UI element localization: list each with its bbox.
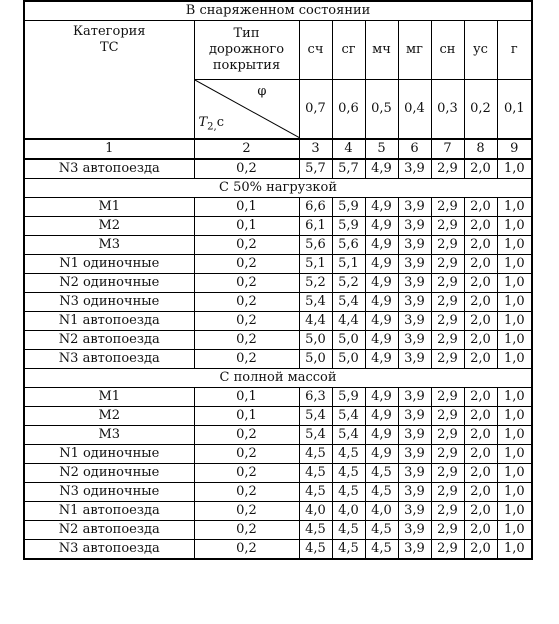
category-cell: N2 автопоезда [24, 331, 194, 350]
deceleration-cell: 5,2 [299, 274, 332, 293]
deceleration-cell: 2,9 [431, 312, 464, 331]
phi-value-cell: 0,7 [299, 80, 332, 140]
table-row [24, 540, 532, 560]
deceleration-cell: 5,4 [332, 293, 365, 312]
deceleration-cell: 1,0 [497, 312, 532, 331]
t2-cell: 0,2 [194, 521, 299, 540]
table-row [24, 274, 532, 293]
deceleration-cell: 1,0 [497, 255, 532, 274]
column-number-cell: 5 [365, 139, 398, 159]
table-row [24, 521, 532, 540]
deceleration-cell: 2,0 [464, 502, 497, 521]
deceleration-cell: 2,9 [431, 464, 464, 483]
t2-cell: 0,2 [194, 426, 299, 445]
deceleration-cell: 4,9 [365, 255, 398, 274]
t2-cell: 0,1 [194, 388, 299, 407]
deceleration-cell: 5,6 [299, 236, 332, 255]
t2-cell: 0,2 [194, 502, 299, 521]
table-row [24, 217, 532, 236]
deceleration-cell: 1,0 [497, 350, 532, 369]
deceleration-cell: 4,5 [365, 483, 398, 502]
category-cell: M3 [24, 236, 194, 255]
category-cell: N3 автопоезда [24, 350, 194, 369]
table-row [24, 236, 532, 255]
deceleration-cell: 1,0 [497, 388, 532, 407]
deceleration-cell: 3,9 [398, 540, 431, 560]
road-code-cell: сг [332, 21, 365, 80]
deceleration-cell: 3,9 [398, 312, 431, 331]
category-header-line2: ТС [99, 40, 119, 55]
deceleration-cell: 2,0 [464, 483, 497, 502]
deceleration-cell: 2,0 [464, 312, 497, 331]
t2-cell: 0,1 [194, 407, 299, 426]
t2-cell: 0,2 [194, 350, 299, 369]
deceleration-cell: 4,0 [365, 502, 398, 521]
deceleration-cell: 4,9 [365, 350, 398, 369]
deceleration-cell: 5,0 [332, 350, 365, 369]
road-type-line1: Тип [233, 26, 260, 41]
deceleration-cell: 4,5 [332, 464, 365, 483]
deceleration-cell: 3,9 [398, 464, 431, 483]
deceleration-cell: 4,9 [365, 274, 398, 293]
column-number-row [24, 139, 532, 159]
deceleration-cell: 1,0 [497, 483, 532, 502]
deceleration-cell: 4,5 [332, 483, 365, 502]
road-code-cell: мч [365, 21, 398, 80]
t2-unit: c [216, 115, 224, 131]
deceleration-cell: 5,2 [332, 274, 365, 293]
deceleration-cell: 3,9 [398, 350, 431, 369]
deceleration-cell: 5,9 [332, 388, 365, 407]
table-row [24, 331, 532, 350]
deceleration-cell: 4,9 [365, 388, 398, 407]
column-number-cell: 1 [24, 139, 194, 159]
road-code-cell: сн [431, 21, 464, 80]
category-cell: N2 автопоезда [24, 521, 194, 540]
phi-t2-diagonal-header [194, 80, 299, 140]
deceleration-cell: 2,0 [464, 350, 497, 369]
category-cell: N3 одиночные [24, 293, 194, 312]
deceleration-cell: 4,9 [365, 236, 398, 255]
t2-cell: 0,2 [194, 540, 299, 560]
deceleration-cell: 4,4 [299, 312, 332, 331]
category-cell: N1 автопоезда [24, 502, 194, 521]
deceleration-cell: 2,0 [464, 331, 497, 350]
column-number-cell: 2 [194, 139, 299, 159]
deceleration-cell: 1,0 [497, 426, 532, 445]
table-row [24, 445, 532, 464]
t2-cell: 0,2 [194, 312, 299, 331]
category-cell: M2 [24, 217, 194, 236]
deceleration-cell: 5,6 [332, 236, 365, 255]
deceleration-cell: 5,7 [332, 159, 365, 179]
deceleration-cell: 3,9 [398, 293, 431, 312]
deceleration-cell: 4,5 [299, 540, 332, 560]
phi-value-cell: 0,4 [398, 80, 431, 140]
deceleration-cell: 3,9 [398, 407, 431, 426]
deceleration-cell: 2,9 [431, 540, 464, 560]
category-cell: N2 одиночные [24, 464, 194, 483]
section-title: С полной массой [24, 369, 532, 388]
table-row [24, 426, 532, 445]
table-title: В снаряженном состоянии [24, 1, 532, 21]
t2-cell: 0,1 [194, 198, 299, 217]
road-type-header [194, 21, 299, 80]
phi-label: φ [257, 84, 267, 99]
deceleration-cell: 4,9 [365, 198, 398, 217]
t2-cell: 0,2 [194, 159, 299, 179]
deceleration-cell: 2,0 [464, 255, 497, 274]
deceleration-cell: 2,9 [431, 483, 464, 502]
deceleration-cell: 3,9 [398, 331, 431, 350]
deceleration-cell: 2,0 [464, 445, 497, 464]
deceleration-cell: 3,9 [398, 426, 431, 445]
t2-sub: 2, [207, 122, 217, 133]
deceleration-cell: 3,9 [398, 198, 431, 217]
road-code-cell: сч [299, 21, 332, 80]
deceleration-cell: 4,9 [365, 159, 398, 179]
deceleration-cell: 5,0 [332, 331, 365, 350]
deceleration-cell: 4,5 [365, 540, 398, 560]
deceleration-cell: 2,9 [431, 217, 464, 236]
deceleration-cell: 5,1 [299, 255, 332, 274]
category-cell: M1 [24, 388, 194, 407]
deceleration-cell: 1,0 [497, 464, 532, 483]
deceleration-cell: 4,5 [299, 483, 332, 502]
column-number-cell: 6 [398, 139, 431, 159]
category-cell: N3 одиночные [24, 483, 194, 502]
road-code-cell: г [497, 21, 532, 80]
deceleration-cell: 5,0 [299, 350, 332, 369]
deceleration-cell: 2,0 [464, 159, 497, 179]
deceleration-cell: 2,0 [464, 521, 497, 540]
table-row [24, 407, 532, 426]
deceleration-cell: 4,5 [365, 521, 398, 540]
road-code-cell: ус [464, 21, 497, 80]
deceleration-cell: 1,0 [497, 502, 532, 521]
category-cell: M3 [24, 426, 194, 445]
deceleration-cell: 4,4 [332, 312, 365, 331]
category-cell: N2 одиночные [24, 274, 194, 293]
section-header-row [24, 369, 532, 388]
deceleration-cell: 5,7 [299, 159, 332, 179]
deceleration-cell: 3,9 [398, 274, 431, 293]
t2-label [199, 115, 225, 136]
deceleration-cell: 6,1 [299, 217, 332, 236]
braking-deceleration-table [23, 0, 533, 560]
deceleration-cell: 2,0 [464, 388, 497, 407]
table-row [24, 502, 532, 521]
deceleration-cell: 2,0 [464, 236, 497, 255]
t2-cell: 0,2 [194, 293, 299, 312]
deceleration-cell: 2,9 [431, 274, 464, 293]
deceleration-cell: 1,0 [497, 274, 532, 293]
deceleration-cell: 4,5 [332, 540, 365, 560]
category-header-line1: Категория [72, 24, 146, 39]
deceleration-cell: 2,9 [431, 350, 464, 369]
deceleration-cell: 4,5 [299, 521, 332, 540]
deceleration-cell: 5,9 [332, 198, 365, 217]
deceleration-cell: 1,0 [497, 217, 532, 236]
deceleration-cell: 4,5 [299, 464, 332, 483]
t2-cell: 0,2 [194, 255, 299, 274]
deceleration-cell: 2,0 [464, 407, 497, 426]
deceleration-cell: 2,9 [431, 159, 464, 179]
table-row [24, 159, 532, 179]
phi-value-cell: 0,6 [332, 80, 365, 140]
deceleration-cell: 2,0 [464, 540, 497, 560]
deceleration-cell: 5,4 [332, 426, 365, 445]
road-code-cell: мг [398, 21, 431, 80]
table-row [24, 388, 532, 407]
category-cell: N3 автопоезда [24, 540, 194, 560]
column-number-cell: 7 [431, 139, 464, 159]
table-row [24, 312, 532, 331]
deceleration-cell: 3,9 [398, 236, 431, 255]
deceleration-cell: 1,0 [497, 293, 532, 312]
deceleration-cell: 3,9 [398, 388, 431, 407]
category-cell: N1 одиночные [24, 445, 194, 464]
section-header-row [24, 179, 532, 198]
deceleration-cell: 2,9 [431, 426, 464, 445]
deceleration-cell: 2,9 [431, 236, 464, 255]
column-number-cell: 8 [464, 139, 497, 159]
deceleration-cell: 4,9 [365, 331, 398, 350]
deceleration-cell: 1,0 [497, 159, 532, 179]
phi-value-cell: 0,3 [431, 80, 464, 140]
table-row [24, 198, 532, 217]
deceleration-cell: 4,9 [365, 426, 398, 445]
category-cell: M1 [24, 198, 194, 217]
braking-table-sheet [23, 0, 533, 560]
deceleration-cell: 4,9 [365, 293, 398, 312]
deceleration-cell: 5,4 [299, 293, 332, 312]
deceleration-cell: 5,4 [299, 407, 332, 426]
deceleration-cell: 6,6 [299, 198, 332, 217]
deceleration-cell: 1,0 [497, 445, 532, 464]
table-row [24, 350, 532, 369]
deceleration-cell: 6,3 [299, 388, 332, 407]
deceleration-cell: 2,9 [431, 445, 464, 464]
table-row [24, 293, 532, 312]
t2-cell: 0,2 [194, 483, 299, 502]
deceleration-cell: 1,0 [497, 407, 532, 426]
category-cell: N1 одиночные [24, 255, 194, 274]
deceleration-cell: 2,9 [431, 293, 464, 312]
t2-cell: 0,2 [194, 274, 299, 293]
table-row [24, 483, 532, 502]
deceleration-cell: 1,0 [497, 331, 532, 350]
t2-cell: 0,1 [194, 217, 299, 236]
deceleration-cell: 1,0 [497, 198, 532, 217]
deceleration-cell: 2,9 [431, 198, 464, 217]
category-cell: N1 автопоезда [24, 312, 194, 331]
t2-main: T [198, 115, 208, 131]
deceleration-cell: 3,9 [398, 521, 431, 540]
deceleration-cell: 4,0 [299, 502, 332, 521]
deceleration-cell: 3,9 [398, 159, 431, 179]
deceleration-cell: 3,9 [398, 445, 431, 464]
section-title: С 50% нагрузкой [24, 179, 532, 198]
deceleration-cell: 4,5 [299, 445, 332, 464]
t2-cell: 0,2 [194, 445, 299, 464]
deceleration-cell: 2,9 [431, 407, 464, 426]
deceleration-cell: 4,5 [332, 521, 365, 540]
t2-cell: 0,2 [194, 236, 299, 255]
deceleration-cell: 5,1 [332, 255, 365, 274]
deceleration-cell: 2,9 [431, 521, 464, 540]
deceleration-cell: 4,9 [365, 445, 398, 464]
deceleration-cell: 4,5 [365, 464, 398, 483]
deceleration-cell: 2,0 [464, 426, 497, 445]
deceleration-cell: 2,0 [464, 274, 497, 293]
deceleration-cell: 1,0 [497, 521, 532, 540]
deceleration-cell: 4,9 [365, 312, 398, 331]
deceleration-cell: 2,0 [464, 198, 497, 217]
column-number-cell: 4 [332, 139, 365, 159]
deceleration-cell: 5,0 [299, 331, 332, 350]
road-type-line3: покрытия [212, 58, 281, 73]
table-row [24, 464, 532, 483]
deceleration-cell: 2,9 [431, 502, 464, 521]
deceleration-cell: 2,9 [431, 255, 464, 274]
phi-value-cell: 0,2 [464, 80, 497, 140]
deceleration-cell: 3,9 [398, 483, 431, 502]
deceleration-cell: 1,0 [497, 236, 532, 255]
deceleration-cell: 2,9 [431, 388, 464, 407]
phi-value-cell: 0,5 [365, 80, 398, 140]
t2-cell: 0,2 [194, 464, 299, 483]
road-type-line2: дорожного [208, 42, 285, 57]
deceleration-cell: 5,4 [332, 407, 365, 426]
deceleration-cell: 5,4 [299, 426, 332, 445]
deceleration-cell: 3,9 [398, 217, 431, 236]
deceleration-cell: 2,0 [464, 217, 497, 236]
deceleration-cell: 4,9 [365, 217, 398, 236]
deceleration-cell: 4,5 [332, 445, 365, 464]
deceleration-cell: 2,9 [431, 331, 464, 350]
deceleration-cell: 1,0 [497, 540, 532, 560]
deceleration-cell: 2,0 [464, 464, 497, 483]
deceleration-cell: 3,9 [398, 255, 431, 274]
deceleration-cell: 4,0 [332, 502, 365, 521]
deceleration-cell: 3,9 [398, 502, 431, 521]
category-cell: M2 [24, 407, 194, 426]
deceleration-cell: 5,9 [332, 217, 365, 236]
table-row [24, 255, 532, 274]
column-number-cell: 9 [497, 139, 532, 159]
phi-value-cell: 0,1 [497, 80, 532, 140]
category-cell: N3 автопоезда [24, 159, 194, 179]
t2-cell: 0,2 [194, 331, 299, 350]
deceleration-cell: 2,0 [464, 293, 497, 312]
category-header [24, 21, 194, 140]
deceleration-cell: 4,9 [365, 407, 398, 426]
column-number-cell: 3 [299, 139, 332, 159]
